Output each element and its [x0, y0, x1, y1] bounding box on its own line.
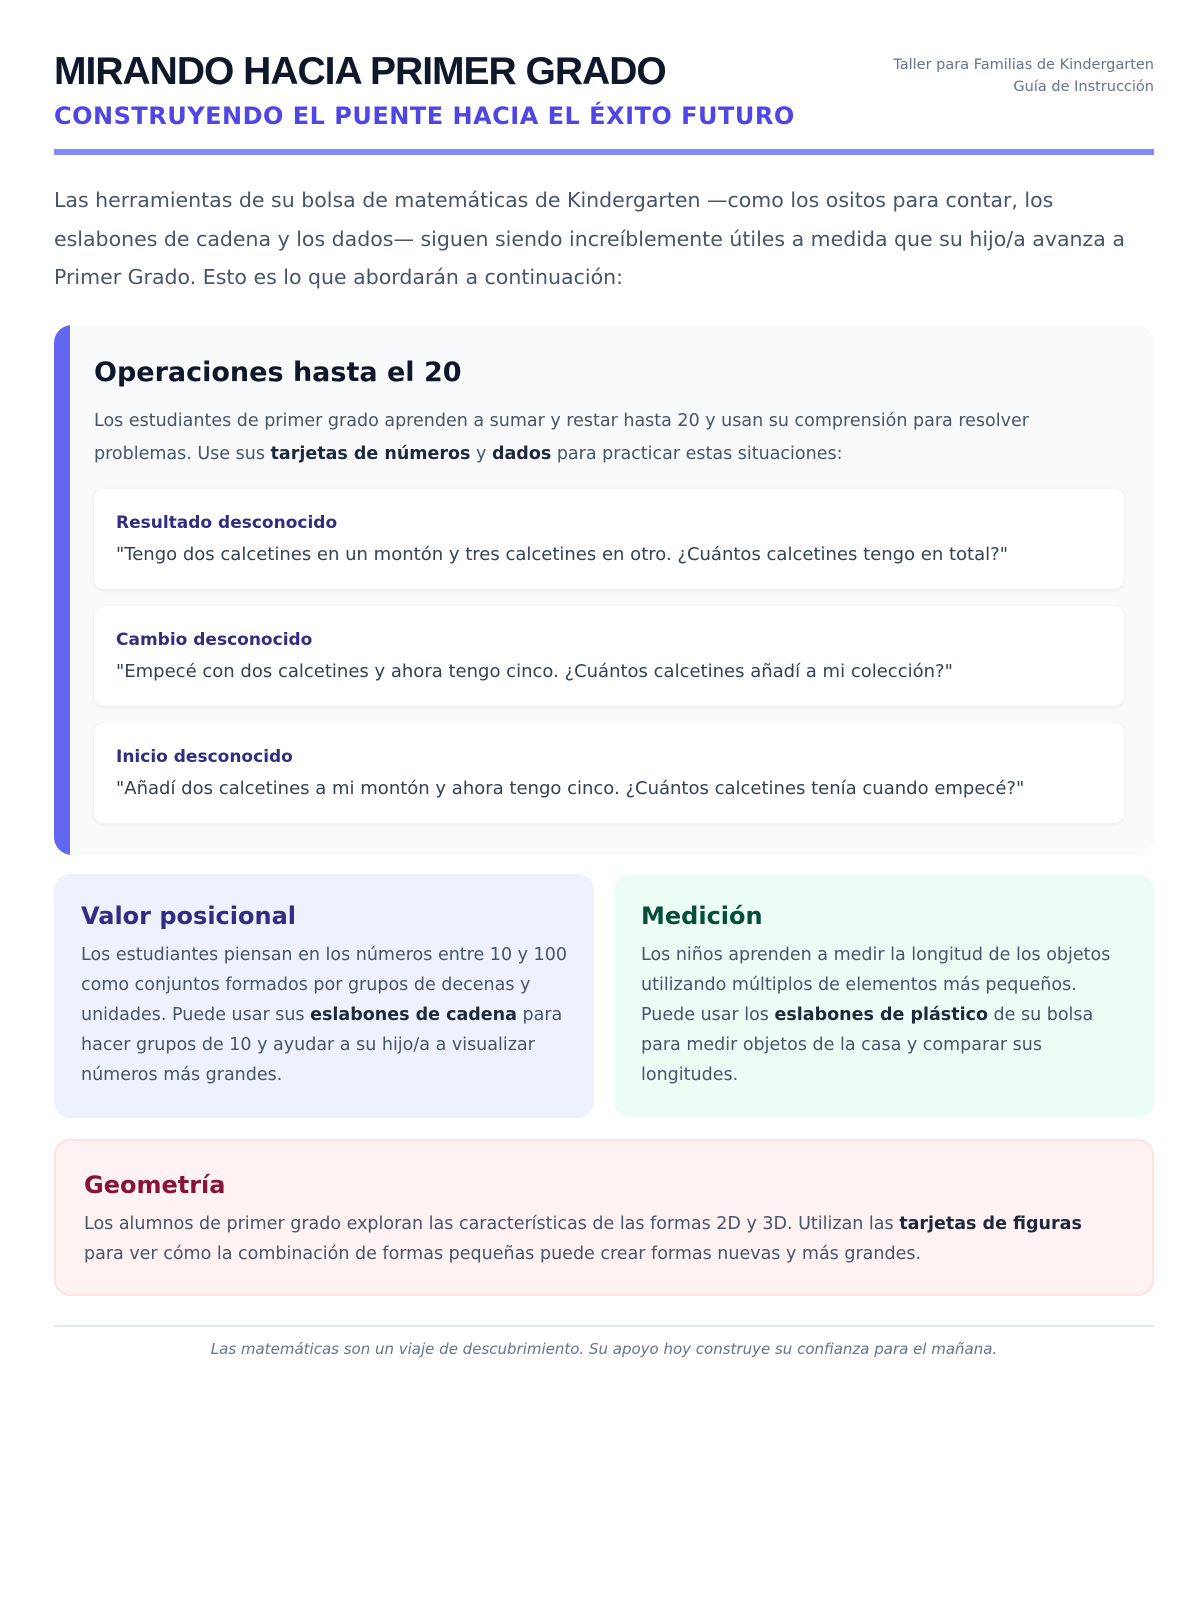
case-start-unknown — [94, 723, 1124, 823]
operations-accent-bar — [54, 325, 70, 855]
case-result-unknown — [94, 489, 1124, 589]
header-meta — [893, 54, 1154, 98]
case-text: "Añadí dos calcetines a mi montón y ahora tengo cinco. ¿Cuántos calcetines tenía cuando empecé?" — [116, 777, 1025, 799]
case-text: "Empecé con dos calcetines y ahora tengo cinco. ¿Cuántos calcetines añadí a mi colección?" — [116, 660, 953, 682]
document-page — [54, 40, 1154, 1358]
operations-desc-bold2: dados — [491, 443, 552, 464]
place-value-text — [81, 940, 571, 1090]
measurement-text — [641, 940, 1121, 1090]
place-value-title: Valor posicional — [81, 902, 296, 930]
measurement-title: Medición — [641, 902, 763, 930]
document-header — [54, 40, 1154, 155]
operations-title: Operaciones hasta el 20 — [94, 356, 462, 388]
operations-section — [54, 325, 1154, 855]
geometry-title: Geometría — [84, 1171, 226, 1199]
case-label: Resultado desconocido — [116, 512, 338, 533]
operations-desc-part2: y — [470, 443, 492, 464]
measurement-text-bold: eslabones de plástico — [774, 1005, 988, 1025]
place-value-card — [54, 874, 594, 1118]
geometry-card — [54, 1139, 1154, 1296]
measurement-text-part1: Los niños aprenden a medir la longitud de los objetos utilizando múltiplos de elementos más pequeños. Puede usar los — [641, 945, 1111, 1025]
document-subtitle: CONSTRUYENDO EL PUENTE HACIA EL ÉXITO FUTURO — [54, 102, 795, 130]
place-value-text-bold: eslabones de cadena — [310, 1005, 517, 1025]
measurement-card — [614, 874, 1154, 1118]
operations-desc-bold1: tarjetas de números — [270, 443, 471, 464]
meta-workshop: Taller para Familias de Kindergarten — [893, 57, 1154, 73]
geometry-text-part2: para ver cómo la combinación de formas pequeñas puede crear formas nuevas y más grandes. — [84, 1244, 922, 1264]
operations-desc-part3: para practicar estas situaciones: — [551, 443, 843, 464]
meta-guide: Guía de Instrucción — [1013, 79, 1154, 95]
intro-paragraph: Las herramientas de su bolsa de matemáticas de Kindergarten —como los ositos para contar, los eslabones de cadena y los dados— siguen siendo increíblemente útiles a medida que su hijo/a avanza a Primer Grado. Esto es lo que abordarán a continuación: — [54, 188, 1125, 289]
footer-note: Las matemáticas son un viaje de descubrimiento. Su apoyo hoy construye su confianza para el mañana. — [210, 1340, 998, 1358]
operations-desc-part1: Los estudiantes de primer grado aprenden a sumar y restar hasta 20 y usan su comprensión para resolver problemas. Use sus — [94, 410, 1029, 464]
footer-divider — [54, 1325, 1154, 1327]
case-label: Inicio desconocido — [116, 746, 293, 767]
place-value-text-part1: Los estudiantes piensan en los números entre 10 y 100 como conjuntos formados por grupos de decenas y unidades. Puede usar sus — [81, 945, 567, 1025]
place-value-text-part2: para hacer grupos de 10 y ayudar a su hijo/a a visualizar números más grandes. — [81, 1005, 563, 1085]
case-label: Cambio desconocido — [116, 629, 313, 650]
measurement-text-part2: de su bolsa para medir objetos de la casa y comparar sus longitudes. — [641, 1005, 1094, 1085]
document-title: MIRANDO HACIA PRIMER GRADO — [54, 50, 666, 93]
case-change-unknown — [94, 606, 1124, 706]
geometry-text — [84, 1209, 1104, 1269]
case-text: "Tengo dos calcetines en un montón y tres calcetines en otro. ¿Cuántos calcetines tengo en total?" — [116, 543, 1008, 565]
geometry-text-part1: Los alumnos de primer grado exploran las características de las formas 2D y 3D. Utilizan las — [84, 1214, 900, 1234]
operations-description — [94, 405, 1104, 471]
geometry-text-bold: tarjetas de figuras — [899, 1214, 1082, 1234]
